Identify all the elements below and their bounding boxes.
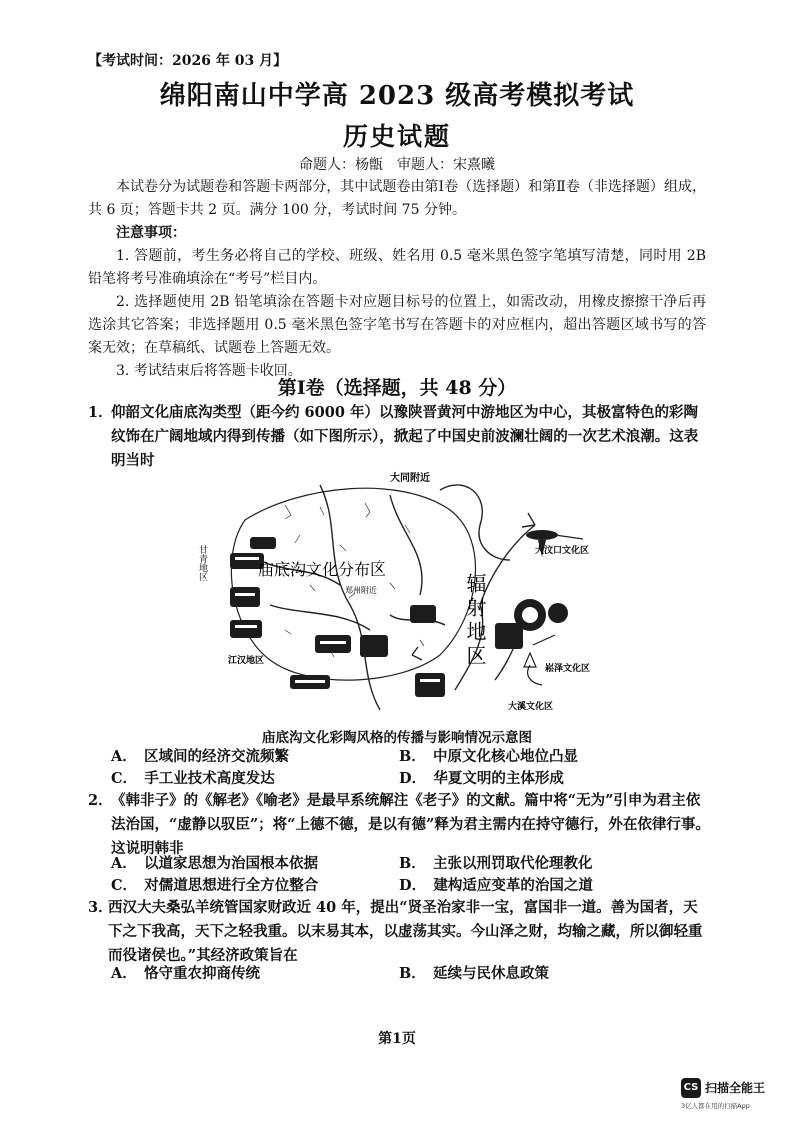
section-title: 第Ⅰ卷（选择题，共 48 分） — [277, 377, 517, 399]
question-3-stem: 西汉大夫桑弘羊统管国家财政近 40 年，提出“贤圣治家非一宝，富国非一道。善为国者，天下之下我高，天下之轻我重。以末易其本，以虚荡其实。今山泽之财，均输之藏，所以御轻重而役诸侯也。”其经济政策旨在 — [108, 899, 703, 964]
question-1 — [88, 401, 710, 473]
note-1: 1. 答题前，考生务必将自己的学校、班级、姓名用 0.5 毫米黑色签字笔填写清楚，同时用 2B 铅笔将考号准确填涂在“考号”栏目内。 — [88, 248, 706, 287]
map-label-radiation: 辐射地区 — [463, 573, 487, 669]
exam-title: 绵阳南山中学高 2023 级高考模拟考试 — [159, 81, 635, 111]
camscanner-logo-icon: CS — [681, 1078, 701, 1098]
q1-option-c[interactable]: C． 手工业技术高度发达 — [111, 770, 275, 787]
exam-subtitle: 历史试题 — [342, 122, 451, 151]
q2-option-c[interactable]: C． 对儒道思想进行全方位整合 — [111, 877, 319, 894]
map-label-zhengzhou: 郑州附近 — [345, 586, 377, 595]
q1-option-d[interactable]: D． 华夏文明的主体形成 — [399, 770, 564, 787]
q2-option-d[interactable]: D． 建构适应变革的治国之道 — [399, 877, 593, 894]
authors-line: 命题人：杨甑 审题人：宋熹曦 — [299, 157, 495, 173]
figure-caption: 庙底沟文化彩陶风格的传播与影响情况示意图 — [262, 730, 532, 746]
q1-option-b[interactable]: B． 中原文化核心地位凸显 — [399, 748, 579, 765]
map-label-jianghan: 江汉地区 — [228, 656, 265, 666]
q2-option-b[interactable]: B． 主张以刑罚取代伦理教化 — [399, 855, 593, 872]
q3-option-b[interactable]: B． 延续与民休息政策 — [399, 965, 550, 982]
map-label-songze: 崧泽文化区 — [545, 664, 591, 674]
page-number: 第1页 — [378, 1031, 416, 1047]
exam-time: 【考试时间：2026 年 03 月】 — [88, 53, 288, 69]
culture-map-figure — [190, 465, 610, 725]
q3-option-a[interactable]: A． 恪守重农抑商传统 — [111, 965, 260, 982]
intro-description: 本试卷分为试题卷和答题卡两部分，其中试题卷由第Ⅰ卷（选择题）和第Ⅱ卷（非选择题）组成，共 6 页；答题卡共 2 页。满分 100 分，考试时间 75 分钟。 — [88, 179, 706, 218]
map-label-dawenkou: 大汶口文化区 — [535, 546, 590, 556]
note-2: 2. 选择题使用 2B 铅笔填涂在答题卡对应题目标号的位置上，如需改动，用橡皮擦擦干净后再选涂其它答案；非选择题用 0.5 毫米黑色签字笔书写在答题卡的对应框内，超出答题区域书写的答案无效；在草稿纸、试题卷上答题无效。 — [88, 294, 706, 356]
map-label-ganqing: 甘青地区 — [197, 545, 207, 581]
notes-heading: 注意事项： — [116, 225, 186, 241]
question-1-number: 1． — [88, 404, 113, 421]
question-2-stem: 《韩非子》的《解老》《喻老》是最早系统解注《老子》的文献。篇中将“无为”引申为君主依法治国，“虚静以驭臣”；将“上德不德，是以有德”释为君主需内在持守德行，外在依律行事。这说明韩非 — [111, 792, 710, 857]
question-3-number: 3． — [88, 899, 113, 916]
camscanner-tagline: 3亿人都在用的扫描App — [681, 1102, 750, 1110]
map-label-core: 庙底沟文化分布区 — [258, 560, 387, 579]
question-3 — [88, 896, 710, 968]
map-label-daxi: 大溪文化区 — [508, 702, 554, 712]
map-label-datong: 大同附近 — [390, 473, 430, 484]
note-3: 3. 考试结束后将答题卡收回。 — [116, 363, 302, 379]
question-1-stem: 仰韶文化庙底沟类型（距今约 6000 年）以豫陕晋黄河中游地区为中心，其极富特色的彩陶纹饰在广阔地域内得到传播（如下图所示），掀起了中国史前波澜壮阔的一次艺术浪潮。这表明当时 — [111, 404, 699, 469]
question-2-number: 2． — [88, 792, 113, 809]
q2-option-a[interactable]: A． 以道家思想为治国根本依据 — [111, 855, 318, 872]
q1-option-a[interactable]: A． 区域间的经济交流频繁 — [111, 748, 289, 765]
question-2 — [88, 789, 710, 861]
camscanner-name: 扫描全能王 — [705, 1081, 766, 1095]
